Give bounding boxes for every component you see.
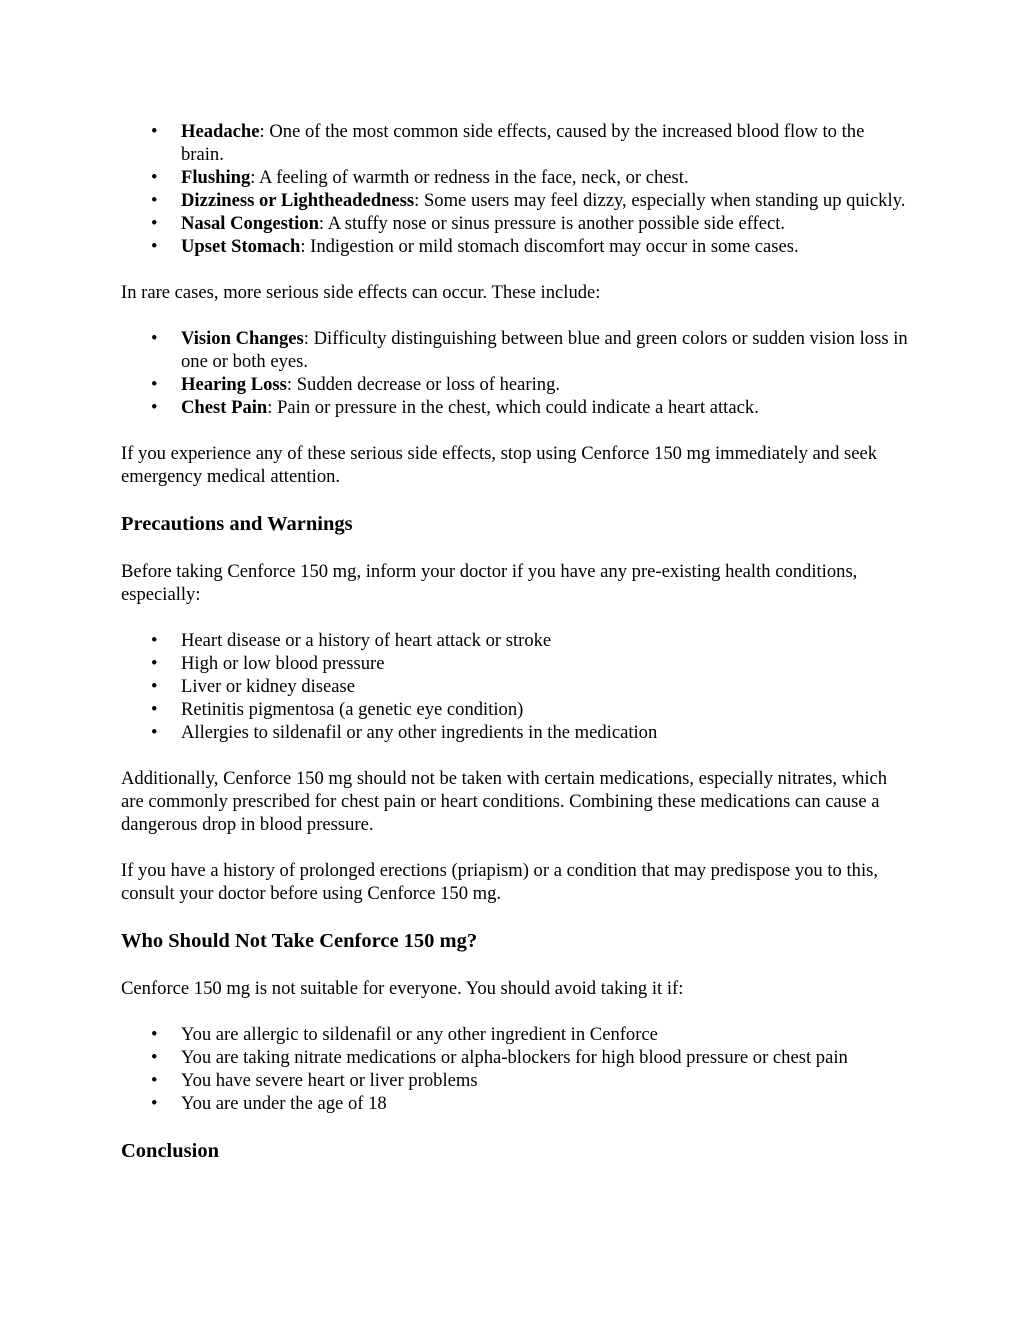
paragraph-not-suitable: Cenforce 150 mg is not suitable for everyone. You should avoid taking it if:: [121, 978, 684, 999]
list-item-text: You have severe heart or liver problems: [181, 1070, 478, 1091]
list-item: [121, 1046, 911, 1069]
bullet-icon: •: [151, 676, 158, 697]
bullet-icon: •: [151, 397, 158, 418]
list-item: [121, 189, 911, 212]
serious-side-effects-list: [121, 327, 911, 419]
bullet-icon: •: [151, 653, 158, 674]
list-item: [121, 212, 911, 235]
list-item-text: : Difficulty distinguishing between blue and green colors or sudden vision loss in one or both eyes.: [181, 328, 908, 372]
list-item-term: Nasal Congestion: [181, 213, 319, 234]
list-item-term: Upset Stomach: [181, 236, 301, 257]
avoid-list: [121, 1023, 911, 1115]
bullet-icon: •: [151, 630, 158, 651]
document-page: [121, 120, 911, 1164]
list-item-term: Chest Pain: [181, 397, 268, 418]
list-item-term: Flushing: [181, 167, 251, 188]
list-item: [121, 1023, 911, 1046]
bullet-icon: •: [151, 213, 158, 234]
bullet-icon: •: [151, 236, 158, 257]
paragraph-rare-cases: In rare cases, more serious side effects can occur. These include:: [121, 282, 601, 303]
list-item-text: You are allergic to sildenafil or any other ingredient in Cenforce: [181, 1024, 658, 1045]
list-item: [121, 373, 911, 396]
paragraph-serious-warning: If you experience any of these serious side effects, stop using Cenforce 150 mg immediately and seek emergency medical attention.: [121, 443, 878, 487]
bullet-icon: •: [151, 328, 158, 349]
paragraph-priapism: If you have a history of prolonged erections (priapism) or a condition that may predispose you to this, consult your doctor before using Cenforce 150 mg.: [121, 860, 879, 904]
list-item-text: : Indigestion or mild stomach discomfort may occur in some cases.: [300, 236, 799, 257]
bullet-icon: •: [151, 722, 158, 743]
list-item-text: : One of the most common side effects, caused by the increased blood flow to the brain.: [181, 121, 865, 165]
list-item: [121, 698, 911, 721]
list-item-text: Heart disease or a history of heart attack or stroke: [181, 630, 552, 651]
list-item-text: : Pain or pressure in the chest, which could indicate a heart attack.: [267, 397, 759, 418]
list-item: [121, 166, 911, 189]
list-item-text: High or low blood pressure: [181, 653, 385, 674]
list-item: [121, 120, 911, 166]
list-item-text: : A feeling of warmth or redness in the face, neck, or chest.: [250, 167, 689, 188]
list-item-text: : Sudden decrease or loss of hearing.: [286, 374, 561, 395]
bullet-icon: •: [151, 699, 158, 720]
list-item: [121, 652, 911, 675]
list-item: [121, 327, 911, 373]
paragraph-additionally: Additionally, Cenforce 150 mg should not be taken with certain medications, especially nitrates, which are commonly prescribed for chest pain or heart conditions. Combining these medications can cause a dangerous drop in blood pressure.: [121, 768, 888, 835]
list-item-text: : Some users may feel dizzy, especially when standing up quickly.: [414, 190, 906, 211]
list-item: [121, 235, 911, 258]
list-item-text: Retinitis pigmentosa (a genetic eye condition): [181, 699, 524, 720]
heading-precautions: Precautions and Warnings: [121, 513, 353, 535]
list-item-text: Allergies to sildenafil or any other ingredients in the medication: [181, 722, 658, 743]
list-item-text: You are taking nitrate medications or alpha-blockers for high blood pressure or chest pain: [181, 1047, 848, 1068]
bullet-icon: •: [151, 1070, 158, 1091]
list-item-text: You are under the age of 18: [181, 1093, 387, 1114]
list-item-term: Dizziness or Lightheadedness: [181, 190, 415, 211]
list-item: [121, 396, 911, 419]
list-item: [121, 1092, 911, 1115]
bullet-icon: •: [151, 1024, 158, 1045]
bullet-icon: •: [151, 374, 158, 395]
list-item-text: : A stuffy nose or sinus pressure is another possible side effect.: [318, 213, 786, 234]
list-item-term: Headache: [181, 121, 260, 142]
list-item: [121, 629, 911, 652]
heading-who-should-not-take: Who Should Not Take Cenforce 150 mg?: [121, 930, 478, 952]
heading-conclusion: Conclusion: [121, 1140, 219, 1162]
list-item-term: Hearing Loss: [181, 374, 287, 395]
conditions-list: [121, 629, 911, 744]
bullet-icon: •: [151, 121, 158, 142]
side-effects-list: [121, 120, 911, 258]
bullet-icon: •: [151, 1047, 158, 1068]
list-item: [121, 1069, 911, 1092]
list-item-text: Liver or kidney disease: [181, 676, 355, 697]
bullet-icon: •: [151, 190, 158, 211]
list-item: [121, 675, 911, 698]
list-item-term: Vision Changes: [181, 328, 304, 349]
bullet-icon: •: [151, 167, 158, 188]
list-item: [121, 721, 911, 744]
paragraph-before-taking: Before taking Cenforce 150 mg, inform your doctor if you have any pre-existing health conditions, especially:: [121, 561, 858, 605]
bullet-icon: •: [151, 1093, 158, 1114]
